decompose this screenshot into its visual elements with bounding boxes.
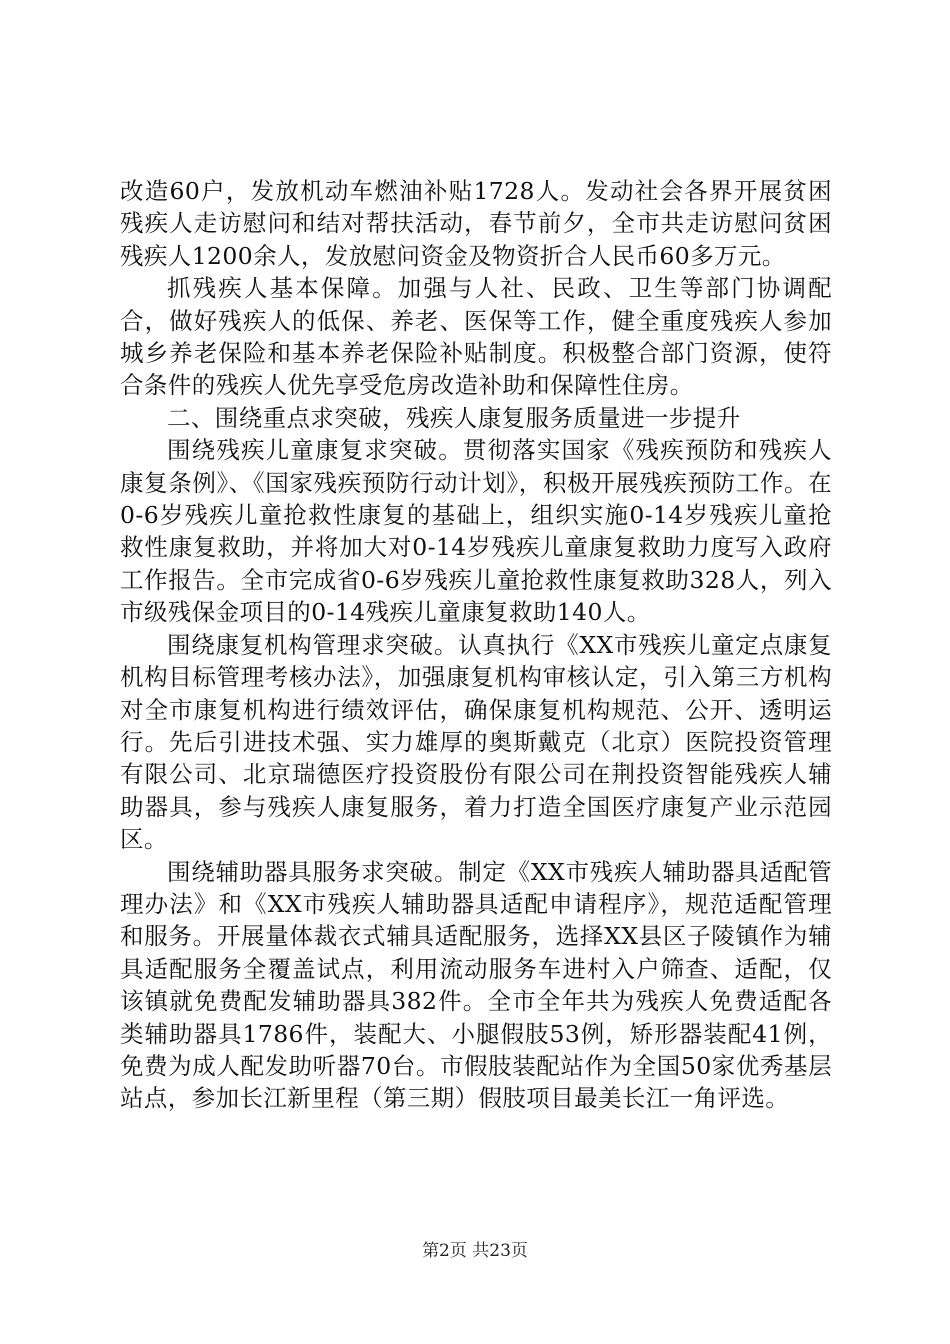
paragraph-institution-management: 围绕康复机构管理求突破。认真执行《XX市残疾儿童定点康复机构目标管理考核办法》，加强康复机构审核认定，引入第三方机构对全市康复机构进行绩效评估，确保康复机构规范、公开、透明运行。先后引进技术强、实力雄厚的奥斯戴克（北京）医院投资管理有限公司、北京瑞德医疗投资股份有限公司在荆投资智能残疾人辅助器具，参与残疾人康复服务，着力打造全国医疗康复产业示范园区。 [120, 630, 832, 854]
section-heading-rehabilitation: 二、围绕重点求突破，残疾人康复服务质量进一步提升 [167, 403, 741, 432]
page-number-footer: 第2页 共23页 [422, 1241, 528, 1261]
paragraph-child-rehabilitation: 围绕残疾儿童康复求突破。贯彻落实国家《残疾预防和残疾人康复条例》、《国家残疾预防行动计划》，积极开展残疾预防工作。在0-6岁残疾儿童抢救性康复的基础上，组织实施0-14岁残疾儿童抢救性康复救助，并将加大对0-14岁残疾儿童康复救助力度写入政府工作报告。全市完成省0-6岁残疾儿童抢救性康复救助328人，列入市级残保金项目的0-14残疾儿童康复救助140人。 [120, 436, 832, 627]
paragraph-basic-security: 抓残疾人基本保障。加强与人社、民政、卫生等部门协调配合，做好残疾人的低保、养老、医保等工作，健全重度残疾人参加城乡养老保险和基本养老保险补贴制度。积极整合部门资源，使符合条件的残疾人优先享受危房改造补助和保障性住房。 [120, 274, 832, 400]
paragraph-assistive-devices: 围绕辅助器具服务求突破。制定《XX市残疾人辅助器具适配管理办法》和《XX市残疾人辅助器具适配申请程序》，规范适配管理和服务。开展量体裁衣式辅具适配服务，选择XX县区子陵镇作为辅具适配服务全覆盖试点，利用流动服务车进村入户筛查、适配，仅该镇就免费配发辅助器具382件。全市全年共为残疾人免费适配各类辅助器具1786件，装配大、小腿假肢53例，矫形器装配41例，免费为成人配发助听器70台。市假肢装配站作为全国50家优秀基层站点，参加长江新里程（第三期）假肢项目最美长江一角评选。 [120, 857, 832, 1113]
paragraph-continuation: 改造60户，发放机动车燃油补贴1728人。发动社会各界开展贫困残疾人走访慰问和结对帮扶活动，春节前夕，全市共走访慰问贫困残疾人1200余人，发放慰问资金及物资折合人民币60多万元。 [120, 177, 832, 270]
document-body [120, 175, 832, 1115]
